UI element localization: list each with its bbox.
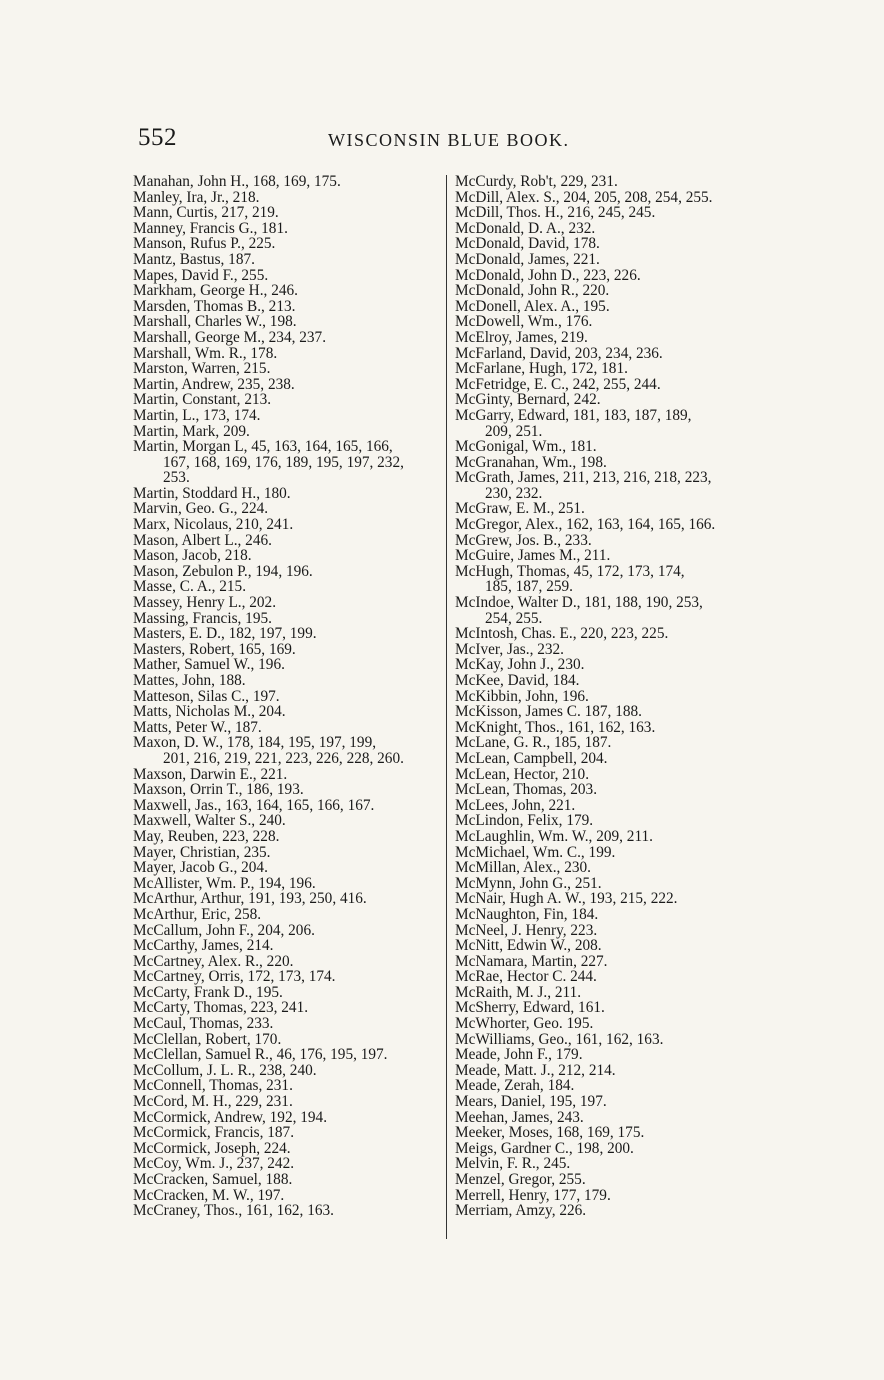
index-entry: McNeel, J. Henry, 223. — [455, 921, 598, 939]
index-column-right — [455, 174, 767, 1219]
index-entry: McClellan, Samuel R., 46, 176, 195, 197. — [133, 1046, 388, 1064]
index-entry: Mattes, John, 188. — [133, 672, 246, 689]
index-entry: McIndoe, Walter D., 181, 188, 190, 253, — [455, 594, 703, 612]
index-entry: McGrew, Jos. B., 233. — [455, 531, 592, 549]
index-entry: McNair, Hugh A. W., 193, 215, 222. — [455, 890, 678, 908]
index-entry: McRae, Hector C. 244. — [455, 968, 597, 986]
index-entry: McDonald, James, 221. — [455, 250, 600, 268]
index-entry: McGregor, Alex., 162, 163, 164, 165, 166. — [455, 516, 716, 534]
index-entry: McCormick, Andrew, 192, 194. — [133, 1108, 328, 1126]
index-entry: McClellan, Robert, 170. — [133, 1030, 282, 1048]
index-entry: McLindon, Felix, 179. — [455, 812, 594, 830]
index-entry: Mears, Daniel, 195, 197. — [455, 1093, 607, 1111]
index-entry: McDonald, John D., 223, 226. — [455, 266, 641, 284]
index-entry: McDonald, D. A., 232. — [455, 219, 596, 237]
index-entry: Meade, Matt. J., 212, 214. — [455, 1061, 616, 1079]
index-entry: McDowell, Wm., 176. — [455, 313, 593, 331]
index-entry: Mapes, David F., 255. — [133, 266, 269, 284]
index-entry: Meade, John F., 179. — [455, 1046, 583, 1064]
index-entry: Marsden, Thomas B., 213. — [133, 297, 296, 315]
index-entry: McLean, Campbell, 204. — [455, 749, 608, 767]
index-entry: Mason, Zebulon P., 194, 196. — [133, 562, 313, 580]
index-entry: McKibbin, John, 196. — [455, 687, 589, 705]
index-entry: McIntosh, Chas. E., 220, 223, 225. — [455, 625, 669, 643]
index-entry: Mantz, Bastus, 187. — [133, 250, 255, 268]
index-entry: Maxson, Orrin T., 186, 193. — [133, 781, 304, 799]
index-entry-continuation: 253. — [163, 469, 190, 487]
index-entry: Massey, Henry L., 202. — [133, 594, 277, 612]
index-entry: Meade, Zerah, 184. — [455, 1077, 575, 1095]
index-entry: McKisson, James C. 187, 188. — [455, 703, 642, 721]
index-entry: Manahan, John H., 168, 169, 175. — [133, 173, 341, 190]
index-entry: Marshall, George M., 234, 237. — [133, 328, 327, 346]
index-entry: McSherry, Edward, 161. — [455, 999, 605, 1017]
index-entry: Marx, Nicolaus, 210, 241. — [133, 516, 294, 534]
index-entry: Matteson, Silas C., 197. — [133, 687, 280, 705]
index-entry: McCracken, Samuel, 188. — [133, 1171, 293, 1188]
index-entry: Masters, Robert, 165, 169. — [133, 640, 296, 658]
index-entry: McRaith, M. J., 211. — [455, 983, 582, 1001]
index-entry: McConnell, Thomas, 231. — [133, 1077, 293, 1095]
index-entry: McAllister, Wm. P., 194, 196. — [133, 874, 316, 892]
index-entry-continuation: 201, 216, 219, 221, 223, 226, 228, 260. — [163, 749, 404, 767]
index-entry: McFarland, David, 203, 234, 236. — [455, 344, 663, 362]
index-entry: McArthur, Arthur, 191, 193, 250, 416. — [133, 890, 367, 908]
index-entry: McLees, John, 221. — [455, 796, 576, 814]
index-entry: McDill, Thos. H., 216, 245, 245. — [455, 204, 656, 222]
index-entry: Matts, Nicholas M., 204. — [133, 703, 286, 721]
index-entry: McElroy, James, 219. — [455, 328, 588, 346]
index-entry-continuation: 185, 187, 259. — [485, 578, 573, 596]
index-entry: McNamara, Martin, 227. — [455, 952, 608, 970]
index-entry-continuation: 230, 232. — [485, 484, 543, 502]
index-entry: McWhorter, Geo. 195. — [455, 1015, 594, 1033]
index-entry: Mann, Curtis, 217, 219. — [133, 204, 279, 222]
index-entry: Martin, L., 173, 174. — [133, 406, 261, 424]
index-entry: Melvin, F. R., 245. — [455, 1155, 571, 1173]
index-entry: McGranahan, Wm., 198. — [455, 453, 607, 471]
index-entry: McKee, David, 184. — [455, 672, 580, 689]
index-entry: McCoy, Wm. J., 237, 242. — [133, 1155, 295, 1173]
index-entry: Mayer, Jacob G., 204. — [133, 859, 268, 877]
index-entry: Merrell, Henry, 177, 179. — [455, 1186, 611, 1204]
index-entry: McCormick, Joseph, 224. — [133, 1139, 291, 1157]
index-entry: Manson, Rufus P., 225. — [133, 235, 276, 253]
index-entry: Martin, Stoddard H., 180. — [133, 484, 291, 502]
index-entry: Manney, Francis G., 181. — [133, 219, 288, 237]
index-entry: Maxson, Darwin E., 221. — [133, 765, 288, 783]
index-entry: McNaughton, Fin, 184. — [455, 905, 599, 923]
index-entry: Mayer, Christian, 235. — [133, 843, 271, 861]
index-entry-continuation: 209, 251. — [485, 422, 543, 440]
index-entry: Marshall, Charles W., 198. — [133, 313, 297, 331]
index-entry: Manley, Ira, Jr., 218. — [133, 188, 260, 206]
index-entry: McGonigal, Wm., 181. — [455, 438, 597, 456]
index-entry: McLean, Hector, 210. — [455, 765, 590, 783]
index-entry: Matts, Peter W., 187. — [133, 718, 262, 736]
index-entry: Maxwell, Walter S., 240. — [133, 812, 286, 830]
index-entry: McNitt, Edwin W., 208. — [455, 937, 602, 955]
index-entry: McGinty, Bernard, 242. — [455, 391, 601, 409]
index-entry: McGarry, Edward, 181, 183, 187, 189, — [455, 406, 692, 424]
index-entry: Masse, C. A., 215. — [133, 578, 247, 596]
index-entry: Maxwell, Jas., 163, 164, 165, 166, 167. — [133, 796, 375, 814]
index-entry: McCollum, J. L. R., 238, 240. — [133, 1061, 317, 1079]
index-entry: McFarlane, Hugh, 172, 181. — [455, 360, 628, 378]
index-entry: McCarty, Thomas, 223, 241. — [133, 999, 309, 1017]
index-entry: Martin, Morgan L, 45, 163, 164, 165, 166, — [133, 438, 393, 456]
index-entry-continuation: 167, 168, 169, 176, 189, 195, 197, 232, — [163, 453, 404, 471]
index-entry: Martin, Andrew, 235, 238. — [133, 375, 295, 393]
page-header — [138, 124, 758, 156]
index-entry: Meehan, James, 243. — [455, 1108, 584, 1126]
index-entry: McIver, Jas., 232. — [455, 640, 564, 658]
index-entry: McCarty, Frank D., 195. — [133, 983, 283, 1001]
index-entry: McFetridge, E. C., 242, 255, 244. — [455, 375, 661, 393]
index-entry: McCord, M. H., 229, 231. — [133, 1093, 293, 1111]
index-entry: McCarthy, James, 214. — [133, 937, 274, 955]
running-title: WISCONSIN BLUE BOOK. — [328, 130, 570, 150]
index-entry: Markham, George H., 246. — [133, 282, 298, 300]
index-entry: May, Reuben, 223, 228. — [133, 827, 280, 845]
index-entry: McLane, G. R., 185, 187. — [455, 734, 612, 752]
index-entry: McLaughlin, Wm. W., 209, 211. — [455, 827, 653, 845]
index-entry: McGrath, James, 211, 213, 216, 218, 223, — [455, 469, 712, 487]
index-entry: McArthur, Eric, 258. — [133, 905, 262, 923]
index-entry: Mather, Samuel W., 196. — [133, 656, 285, 674]
index-column-left — [133, 174, 441, 1219]
index-entry: McDonell, Alex. A., 195. — [455, 297, 610, 315]
index-entry: McCracken, M. W., 197. — [133, 1186, 285, 1204]
index-entry: Martin, Constant, 213. — [133, 391, 272, 409]
index-entry-continuation: 254, 255. — [485, 609, 543, 627]
index-entry: McCurdy, Rob't, 229, 231. — [455, 173, 618, 190]
index-entry: McKnight, Thos., 161, 162, 163. — [455, 718, 656, 736]
index-entry: Merriam, Amzy, 226. — [455, 1202, 587, 1220]
index-entry: McCraney, Thos., 161, 162, 163. — [133, 1202, 334, 1220]
index-entry: McWilliams, Geo., 161, 162, 163. — [455, 1030, 664, 1048]
index-entry: McKay, John J., 230. — [455, 656, 585, 674]
index-entry: McMichael, Wm. C., 199. — [455, 843, 616, 861]
index-entry: McDill, Alex. S., 204, 205, 208, 254, 255. — [455, 188, 713, 206]
index-entry: McMynn, John G., 251. — [455, 874, 602, 892]
index-entry: McCormick, Francis, 187. — [133, 1124, 295, 1142]
index-entry: Mason, Jacob, 218. — [133, 547, 252, 565]
index-entry: Marston, Warren, 215. — [133, 360, 271, 378]
index-entry: McMillan, Alex., 230. — [455, 859, 591, 877]
index-entry: Maxon, D. W., 178, 184, 195, 197, 199, — [133, 734, 377, 752]
page-number: 552 — [138, 124, 177, 151]
index-entry: Martin, Mark, 209. — [133, 422, 250, 440]
index-entry: McDonald, David, 178. — [455, 235, 600, 253]
index-entry: McCartney, Alex. R., 220. — [133, 952, 294, 970]
index-entry: McGraw, E. M., 251. — [455, 500, 585, 518]
index-entry: Marvin, Geo. G., 224. — [133, 500, 269, 518]
index-entry: Meigs, Gardner C., 198, 200. — [455, 1139, 634, 1157]
index-entry: McCartney, Orris, 172, 173, 174. — [133, 968, 336, 986]
index-entry: Menzel, Gregor, 255. — [455, 1171, 586, 1188]
index-entry: McCallum, John F., 204, 206. — [133, 921, 315, 939]
index-entry: Marshall, Wm. R., 178. — [133, 344, 278, 362]
index-entry: McLean, Thomas, 203. — [455, 781, 598, 799]
index-entry: McCaul, Thomas, 233. — [133, 1015, 274, 1033]
index-entry: Masters, E. D., 182, 197, 199. — [133, 625, 317, 643]
index-entry: McDonald, John R., 220. — [455, 282, 610, 300]
index-entry: Massing, Francis, 195. — [133, 609, 272, 627]
index-entry: Meeker, Moses, 168, 169, 175. — [455, 1124, 645, 1142]
index-entry: McGuire, James M., 211. — [455, 547, 611, 565]
index-entry: McHugh, Thomas, 45, 172, 173, 174, — [455, 562, 685, 580]
index-entry: Mason, Albert L., 246. — [133, 531, 272, 549]
column-divider — [446, 175, 447, 1239]
